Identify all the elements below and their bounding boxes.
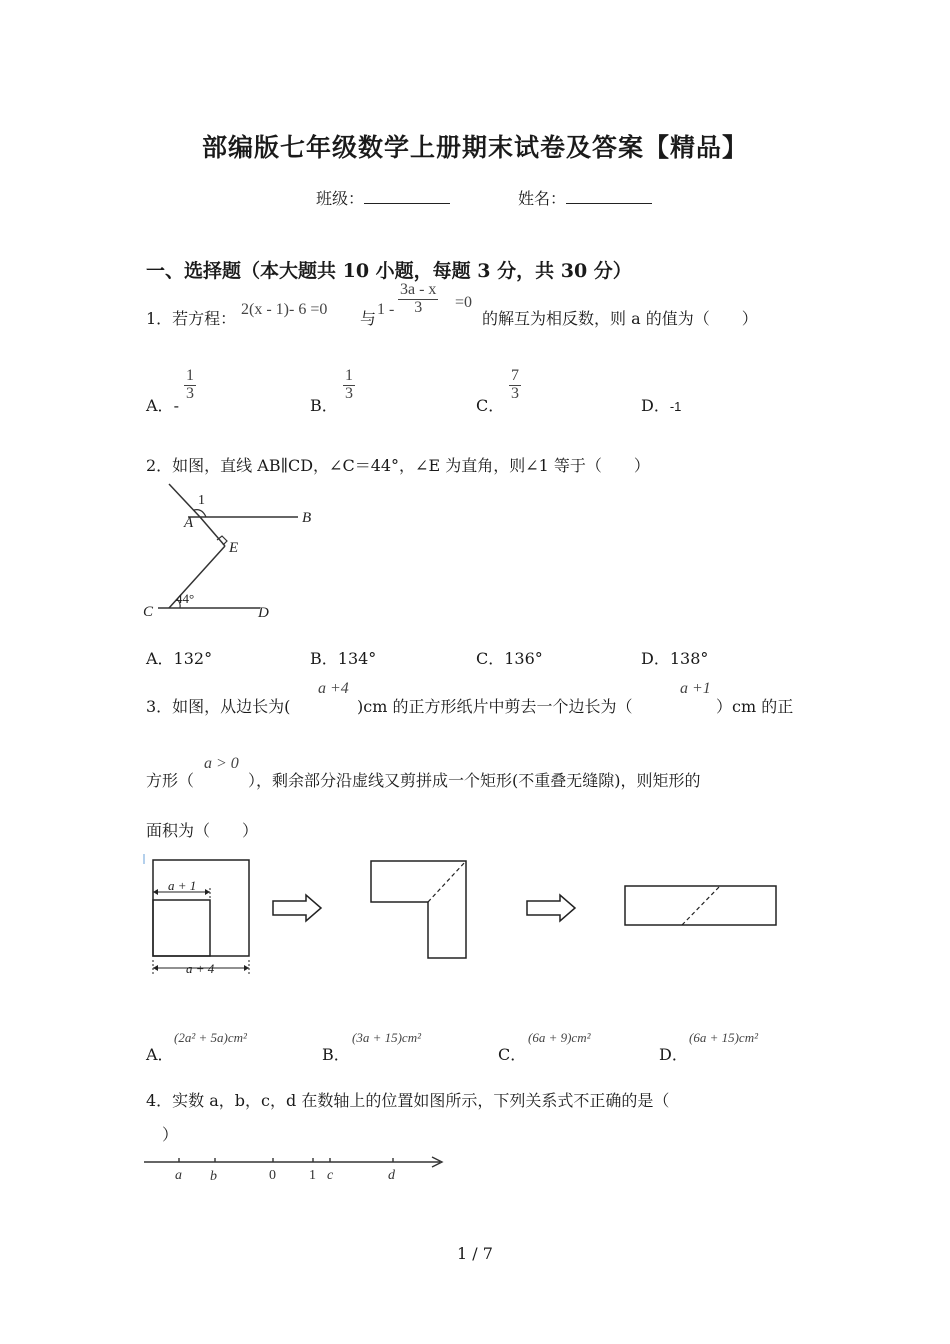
arrow-2	[527, 895, 575, 921]
name-blank	[566, 189, 652, 204]
fig-label-b: B	[302, 510, 312, 526]
q1-option-b[interactable]	[310, 393, 338, 416]
q1-option-c[interactable]	[476, 393, 504, 416]
q1-eq2-fraction	[398, 282, 438, 317]
axis-label-zero: 0	[269, 1168, 276, 1183]
outer-square	[153, 860, 249, 956]
q1-option-d[interactable]	[641, 393, 681, 416]
q2-option-a[interactable]: A．132°	[146, 649, 213, 668]
option-sign: -	[173, 396, 179, 415]
page-number: 1 / 7	[457, 1244, 493, 1263]
q1-eq2-denominator: 3	[414, 298, 423, 316]
q2-figure	[136, 480, 312, 625]
fraction-numerator: 7	[511, 367, 519, 384]
q3-line1-b: )cm 的正方形纸片中剪去一个边长为（	[357, 697, 633, 716]
axis-label-c: c	[327, 1168, 334, 1183]
fig-outer-label: a + 4	[186, 961, 215, 976]
q3-option-a-label[interactable]: A．	[146, 1045, 174, 1064]
name-label: 姓名：	[518, 189, 567, 208]
q3-expr-a-plus-4: a +4	[318, 680, 349, 697]
axis-label-d: d	[388, 1168, 395, 1183]
q3-option-c-expr: (6a + 9)cm²	[528, 1030, 591, 1045]
fig-inner-label: a + 1	[168, 878, 197, 893]
q2-text: 2．如图，直线 AB∥CD，∠C＝44°，∠E 为直角，则∠1 等于（ ）	[146, 456, 650, 475]
option-label: B．	[310, 396, 338, 415]
q1-eq2-tail: =0	[455, 294, 473, 311]
segment-ae	[200, 517, 225, 546]
axis-label-a: a	[175, 1168, 182, 1183]
option-label: C．	[476, 396, 505, 415]
q2-option-b[interactable]: B．134°	[310, 649, 377, 668]
q3-line2-a: 方形（	[146, 771, 195, 790]
q1-prefix: 1．若方程：	[146, 309, 237, 328]
result-rectangle	[625, 886, 776, 925]
q3-line2-b: ），剩余部分沿虚线又剪拼成一个矩形(不重叠无缝隙)，则矩形的	[248, 771, 701, 790]
q1-eq2-numerator: 3a - x	[400, 281, 437, 298]
fraction-numerator: 1	[345, 367, 353, 384]
q3-line3: 面积为（ ）	[146, 821, 259, 840]
q1-option-c-fraction	[509, 368, 521, 403]
q1-mid: 与	[360, 309, 377, 328]
q1-equation-1: 2(x - 1)- 6 =0	[241, 301, 328, 318]
q1-option-a-fraction	[184, 368, 196, 403]
q3-expr-a-plus-1: a +1	[680, 680, 711, 697]
q1-eq2-lead: 1 -	[377, 301, 395, 318]
q3-line1-c: ）cm 的正	[716, 697, 794, 716]
q1-option-b-fraction	[343, 368, 355, 403]
arrowhead	[153, 965, 158, 971]
q3-expr-a-gt-0: a > 0	[204, 755, 239, 772]
fig-label-a: A	[184, 515, 194, 531]
fig-label-d: D	[258, 605, 269, 621]
q3-figure	[140, 852, 785, 982]
q2-option-d[interactable]: D．138°	[641, 649, 709, 668]
option-label: A．	[146, 396, 174, 415]
q1-suffix: 的解互为相反数，则 a 的值为（ ）	[482, 309, 758, 328]
q3-option-b-label[interactable]: B．	[322, 1045, 350, 1064]
arrow-1	[273, 895, 321, 921]
fraction-denominator: 3	[186, 384, 194, 402]
fig-label-1: 1	[198, 493, 205, 508]
q1-option-a[interactable]	[146, 393, 179, 416]
q3-option-a-expr: (2a² + 5a)cm²	[174, 1030, 247, 1045]
fraction-denominator: 3	[511, 384, 519, 402]
l-shape-cut-line	[428, 861, 466, 902]
transversal-top	[169, 484, 200, 517]
arrowhead	[205, 889, 210, 895]
class-blank	[364, 189, 450, 204]
fraction-denominator: 3	[345, 384, 353, 402]
fig-angle-44: 44°	[176, 591, 195, 606]
axis-label-b: b	[210, 1169, 217, 1184]
option-label: D．	[641, 396, 670, 415]
rectangle-cut-line	[682, 886, 720, 925]
class-field	[316, 186, 450, 209]
q3-option-b-expr: (3a + 15)cm²	[352, 1030, 421, 1045]
q4-line1: 4．实数 a，b，c，d 在数轴上的位置如图所示，下列关系式不正确的是（	[146, 1091, 670, 1110]
option-value: -1	[669, 399, 682, 414]
name-field	[518, 186, 652, 209]
q2-option-c[interactable]: C．136°	[476, 649, 543, 668]
section-heading: 一、选择题（本大题共 10 小题，每题 3 分，共 30 分）	[146, 260, 632, 282]
arrowhead	[244, 965, 249, 971]
q3-option-d-label[interactable]: D．	[659, 1045, 688, 1064]
q4-line2: ）	[162, 1125, 179, 1144]
page-title: 部编版七年级数学上册期末试卷及答案【精品】	[201, 133, 748, 162]
q3-option-c-label[interactable]: C．	[498, 1045, 527, 1064]
class-label: 班级：	[316, 189, 365, 208]
fig-label-c: C	[143, 604, 154, 620]
inner-square	[153, 900, 210, 956]
fraction-numerator: 1	[186, 367, 194, 384]
q3-line1-a: 3．如图，从边长为(	[146, 697, 291, 716]
q4-number-line	[140, 1150, 450, 1190]
axis-label-one: 1	[309, 1168, 316, 1183]
fig-label-e: E	[229, 540, 239, 556]
q3-option-d-expr: (6a + 15)cm²	[689, 1030, 758, 1045]
